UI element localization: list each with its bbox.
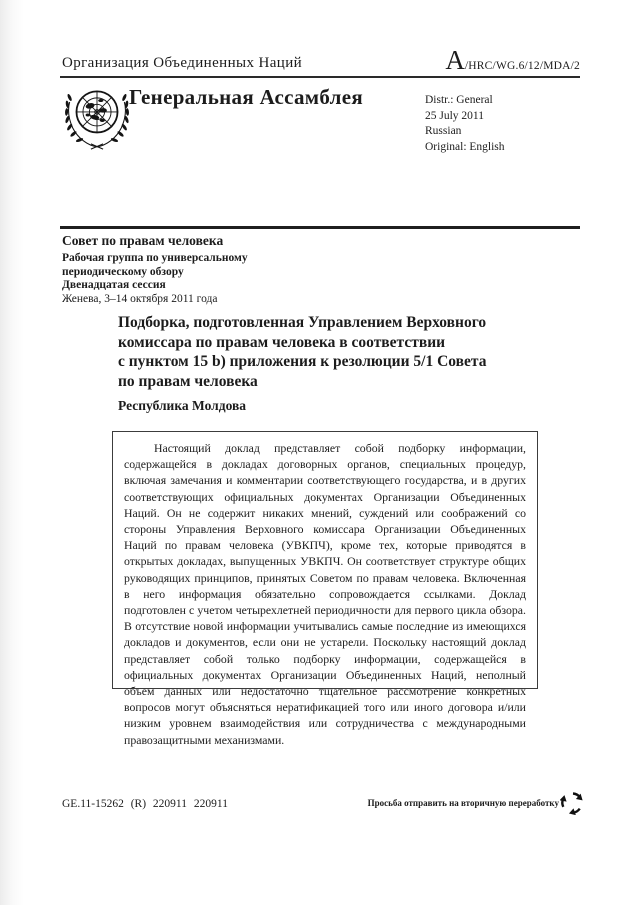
assembly-title: Генеральная Ассамблея: [129, 85, 364, 109]
document-symbol-letter: A: [445, 45, 465, 75]
distr-line: Distr.: General: [425, 94, 493, 106]
un-emblem-icon: [59, 79, 135, 157]
org-name: Организация Объединенных Наций: [62, 55, 303, 71]
document-symbol-rest: /HRC/WG.6/12/MDA/2: [464, 60, 580, 72]
document-title-line: Подборка, подготовленная Управлением Верховного: [118, 314, 487, 331]
recycle-icon: [560, 791, 584, 815]
document-title: [118, 313, 486, 391]
document-symbol: [445, 47, 580, 74]
document-title-line: с пунктом 15 b) приложения к резолюции 5/1 Совета: [118, 353, 487, 370]
summary-text: Настоящий доклад представляет собой подборку информации, содержащейся в докладах договорных органов, специальных процедур, включая замечания и комментарии соответствующего государства, и в других соответствующих официальных документах Организации Объединенных Наций. Он не содержит никаких мнений, суждений или соображений со стороны Управления Верховного комиссара Организации Объединенных Наций по правам человека (УВКПЧ), кроме тех, которые приводятся в открытых докладах, выпущенных УВКПЧ. Он соответствует структуре общих руководящих принципов, принятых Советом по правам человека. Включенная в него информация обязательно сопровождается ссылками. Доклад подготовлен с учетом четырехлетней периодичности для первого цикла обзора. В отсутствие новой информации учитывались самые последние из имеющихся докладов и документов, если они не устарели. Поскольку настоящий доклад представляет собой только подборку информации, содержащейся в официальных документах Организации Объединенных Наций, неполный объем данных или недостаточно тщательное рассмотрение конкретных вопросов могут объясняться нератификацией того или иного договора и/или низким уровнем взаимодействия или сотрудничества с международными правозащитными механизмами.: [124, 441, 526, 747]
document-title-line: по правам человека: [118, 372, 258, 390]
original-language-line: Original: English: [425, 140, 505, 153]
footer-reference: GE.11-15262 (R) 220911 220911: [62, 798, 228, 810]
recycle-note: Просьба отправить на вторичную переработку: [367, 798, 559, 808]
session-number: Двенадцатая сессия: [62, 279, 166, 291]
section-rule: [60, 226, 580, 229]
distribution-block: [425, 93, 505, 155]
working-group-title: Рабочая группа по универсальному периодическому обзору: [62, 252, 248, 278]
document-title-line: комиссара по правам человека в соответствии: [118, 333, 446, 351]
council-title: Совет по правам человека: [62, 233, 224, 248]
summary-box: [112, 431, 538, 747]
date-line: 25 July 2011: [425, 109, 484, 122]
session-block: [62, 233, 277, 306]
footer-recycle: [368, 791, 584, 815]
header-rule: [60, 76, 580, 78]
country-title: Республика Молдова: [118, 398, 247, 413]
language-line: Russian: [425, 125, 462, 137]
venue-dates: Женева, 3–14 октября 2011 года: [62, 292, 218, 305]
